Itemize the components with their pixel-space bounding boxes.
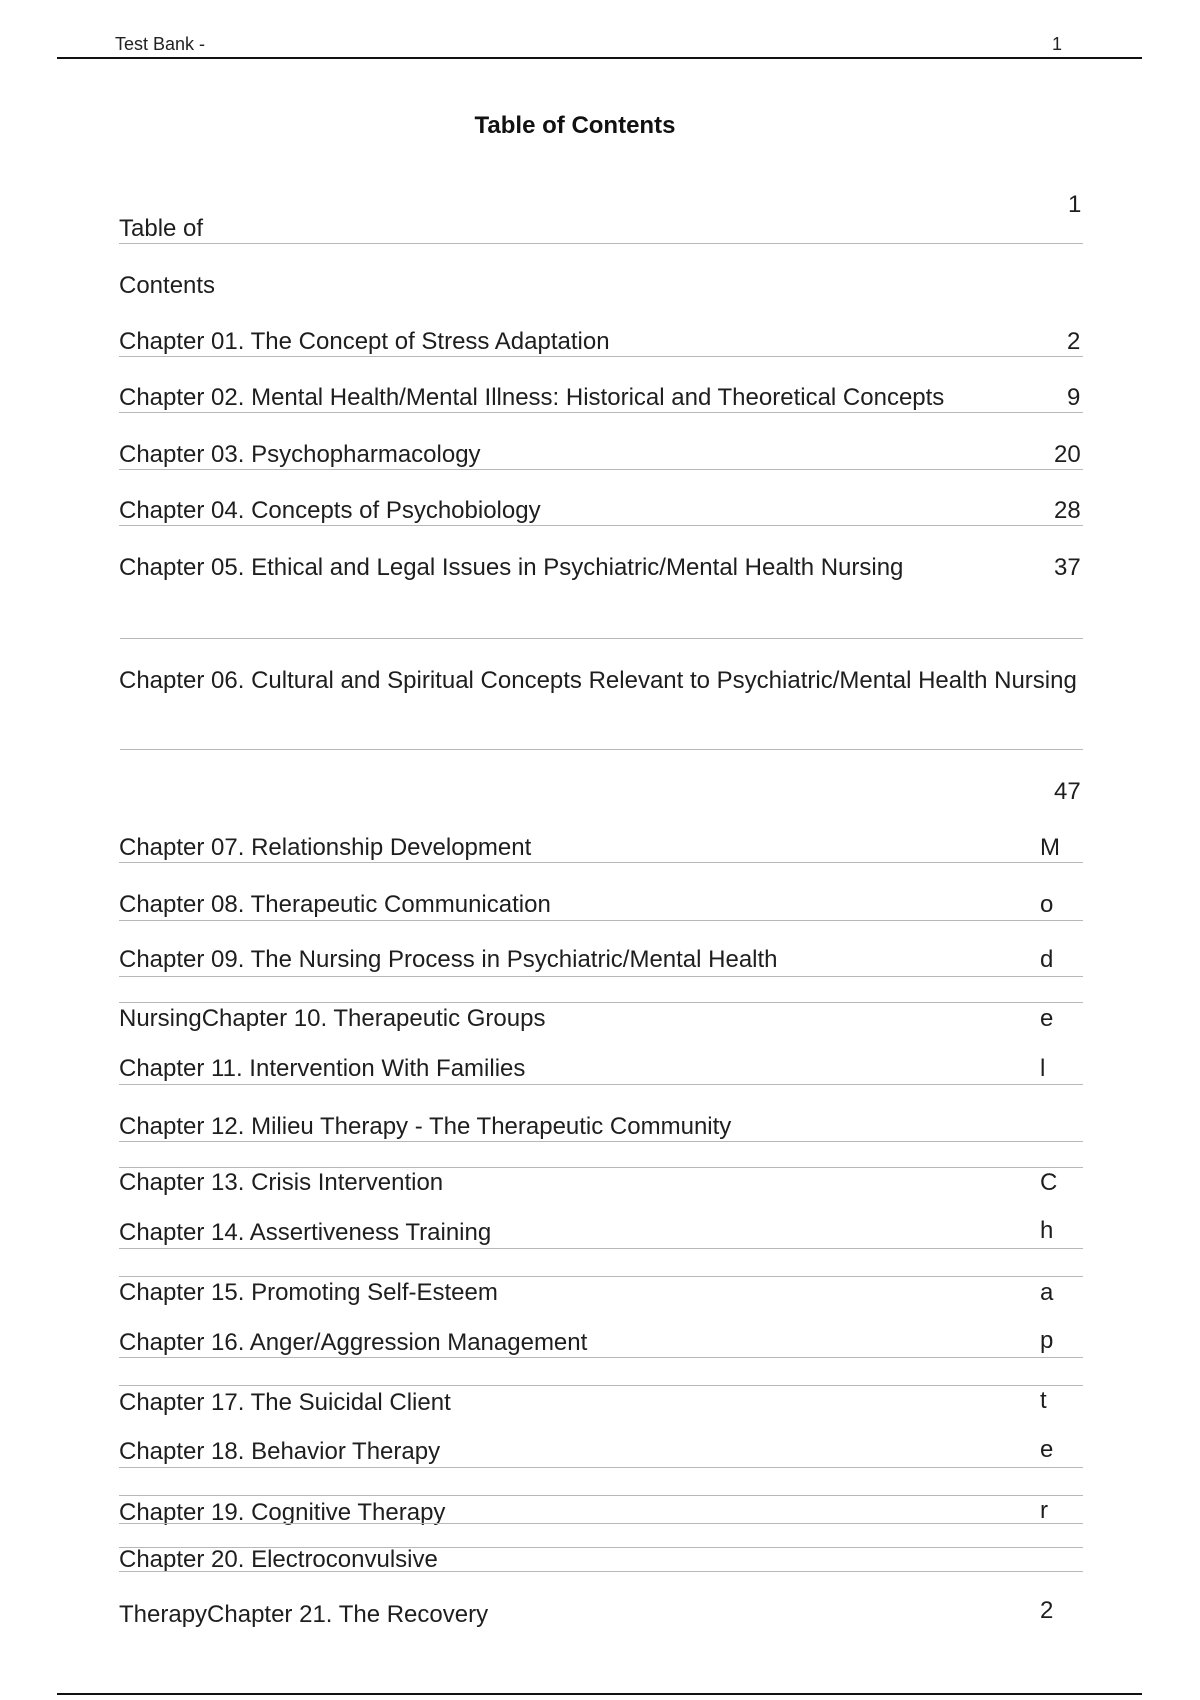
toc-page-ch02: 9: [1067, 384, 1081, 411]
right-column-letter: M: [1040, 834, 1060, 861]
toc-leader-line: [119, 1523, 1083, 1524]
right-column-letter: o: [1040, 891, 1054, 918]
toc-leader-line: [119, 920, 1083, 921]
header-left-text: Test Bank -: [115, 34, 206, 54]
toc-page-ch05: 37: [1054, 554, 1081, 581]
toc-entry-ch02: Chapter 02. Mental Health/Mental Illness: Historical and Theoretical Concepts: [119, 384, 945, 411]
page-title: Table of Contents: [474, 112, 676, 139]
toc-entry-ch13: Chapter 13. Crisis Intervention: [119, 1169, 444, 1196]
toc-entry-ch11: Chapter 11. Intervention With Families: [119, 1055, 526, 1082]
toc-entry-ch20: Chapter 20. Electroconvulsive: [119, 1546, 438, 1573]
toc-entry-ch03: Chapter 03. Psychopharmacology: [119, 441, 481, 468]
right-column-letter: e: [1040, 1005, 1054, 1032]
toc-entry-ch17: Chapter 17. The Suicidal Client: [119, 1389, 451, 1416]
toc-leader-line: [119, 1571, 1083, 1572]
toc-leader-line: [119, 1167, 1083, 1168]
toc-leader-line: [119, 1495, 1083, 1496]
toc-entry-ch21: TherapyChapter 21. The Recovery: [119, 1601, 489, 1628]
right-column-letter: h: [1040, 1217, 1054, 1244]
toc-entry-contents: Contents: [119, 272, 216, 299]
right-column-letter: p: [1040, 1327, 1054, 1354]
toc-entry-ch05: Chapter 05. Ethical and Legal Issues in Psychiatric/Mental Health Nursing: [119, 554, 904, 581]
toc-entry-ch10: NursingChapter 10. Therapeutic Groups: [119, 1005, 546, 1032]
toc-entry-table-of: Table of: [119, 215, 204, 242]
toc-entry-ch18: Chapter 18. Behavior Therapy: [119, 1438, 441, 1465]
header-rule: [57, 57, 1142, 59]
toc-leader-line: [119, 1248, 1083, 1249]
toc-leader-line: [119, 1357, 1083, 1358]
toc-entry-ch09: Chapter 09. The Nursing Process in Psychiatric/Mental Health: [119, 946, 778, 973]
right-column-letter: t: [1040, 1387, 1047, 1414]
right-column-letter: r: [1040, 1497, 1048, 1524]
right-column-letter: l: [1040, 1055, 1046, 1082]
toc-leader-line: [119, 469, 1083, 470]
toc-entry-ch08: Chapter 08. Therapeutic Communication: [119, 891, 551, 918]
toc-entry-ch19: Chapter 19. Cognitive Therapy: [119, 1499, 446, 1526]
toc-leader-line: [119, 1276, 1083, 1277]
toc-entry-ch12: Chapter 12. Milieu Therapy - The Therapeutic Community: [119, 1113, 732, 1140]
toc-entry-ch14: Chapter 14. Assertiveness Training: [119, 1219, 492, 1246]
toc-leader-line: [119, 976, 1083, 977]
toc-page-ch03: 20: [1054, 441, 1081, 468]
right-column-letter: 2: [1040, 1597, 1054, 1624]
toc-entry-ch06: Chapter 06. Cultural and Spiritual Concepts Relevant to Psychiatric/Mental Health Nursing: [119, 667, 1077, 694]
toc-leader-line: [119, 1084, 1083, 1085]
toc-leader-line: [119, 525, 1083, 526]
toc-page-ch04: 28: [1054, 497, 1081, 524]
toc-leader-line: [119, 1467, 1083, 1468]
toc-page-number: 1: [1068, 191, 1082, 218]
toc-leader-line: [119, 412, 1083, 413]
toc-leader-line: [119, 356, 1083, 357]
toc-entry-ch01: Chapter 01. The Concept of Stress Adaptation: [119, 328, 610, 355]
toc-entry-ch15: Chapter 15. Promoting Self-Esteem: [119, 1279, 498, 1306]
header-page-number: 1: [1052, 34, 1063, 54]
toc-leader-line: [120, 749, 1083, 750]
toc-page-ch01: 2: [1067, 328, 1081, 355]
toc-leader-line: [120, 638, 1083, 639]
toc-entry-ch04: Chapter 04. Concepts of Psychobiology: [119, 497, 541, 524]
toc-leader-line: [119, 1385, 1083, 1386]
right-column-letter: e: [1040, 1436, 1054, 1463]
footer-rule: [57, 1693, 1142, 1695]
toc-leader-line: [119, 1002, 1083, 1003]
toc-leader-line: [119, 1141, 1083, 1142]
toc-entry-ch07: Chapter 07. Relationship Development: [119, 834, 532, 861]
right-column-letter: a: [1040, 1279, 1054, 1306]
right-column-letter: C: [1040, 1169, 1058, 1196]
toc-leader-line: [119, 862, 1083, 863]
toc-leader-line: [119, 243, 1083, 244]
toc-page-ch06: 47: [1054, 778, 1081, 805]
toc-entry-ch16: Chapter 16. Anger/Aggression Management: [119, 1329, 588, 1356]
right-column-letter: d: [1040, 946, 1054, 973]
